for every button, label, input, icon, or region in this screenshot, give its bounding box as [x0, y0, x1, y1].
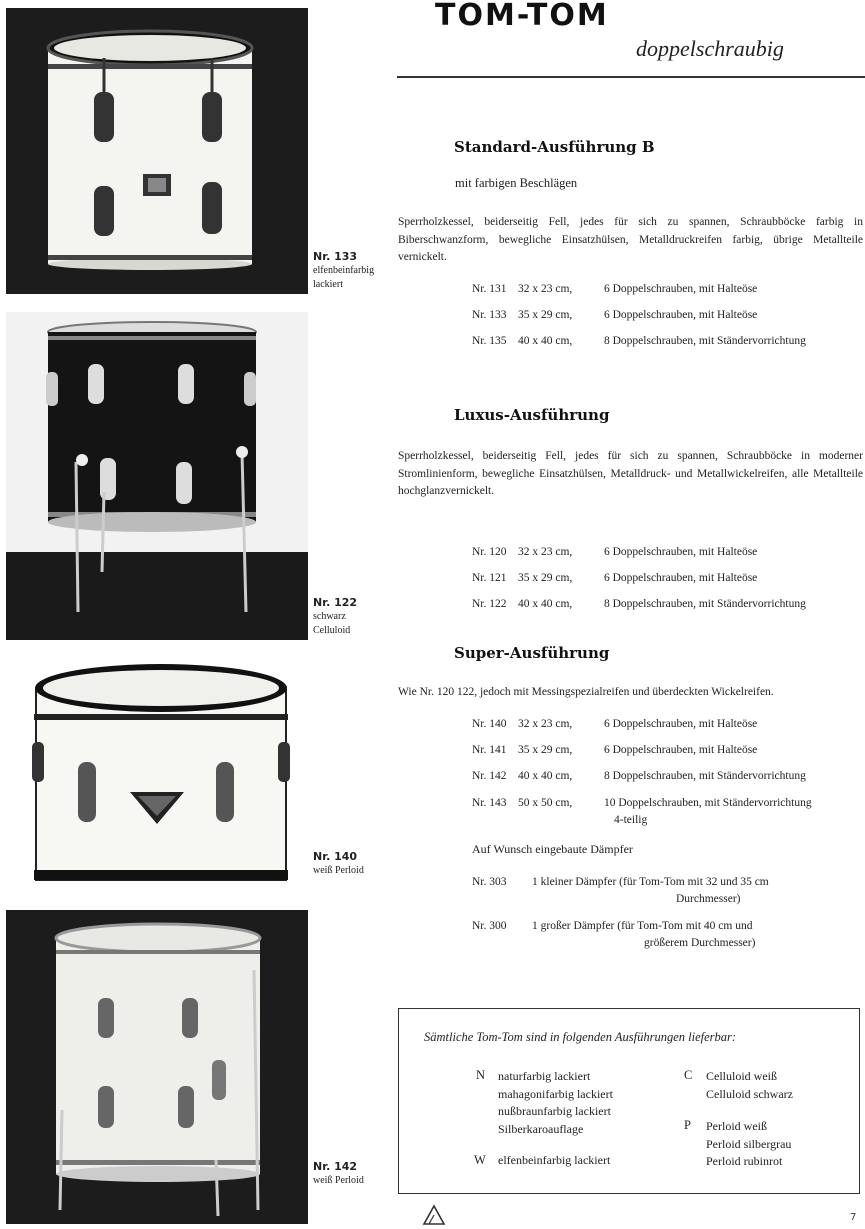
table-row: Nr. 131 32 x 23 cm, 6 Doppelschrauben, mit Halteöse — [472, 283, 758, 295]
finish-key-c: C — [684, 1068, 693, 1082]
finish-list-p: Perloid weiß Perloid silbergrau Perloid rubinrot — [706, 1119, 792, 1168]
drum-illustration — [6, 312, 308, 640]
section-subheading-standard: mit farbigen Beschlägen — [455, 176, 578, 190]
finishes-title: Sämtliche Tom-Tom sind in folgenden Ausführungen lieferbar: — [424, 1030, 737, 1044]
finish-list-c: Celluloid weiß Celluloid schwarz — [706, 1069, 793, 1101]
table-row: Nr. 143 50 x 50 cm, 10 Doppelschrauben, mit Ständervorrichtung 4-teilig — [472, 797, 812, 826]
caption-142: Nr. 142 weiß Perloid — [313, 1160, 364, 1186]
finish-key-n: N — [476, 1068, 486, 1082]
table-row: Nr. 303 1 kleiner Dämpfer (für Tom-Tom mit 32 und 35 cm Durchmesser) — [472, 876, 769, 905]
table-row: Nr. 122 40 x 40 cm, 8 Doppelschrauben, mit Ständervorrichtung — [472, 598, 806, 610]
finish-list-w: elfenbeinfarbig lackiert — [498, 1153, 611, 1167]
table-row: Nr. 121 35 x 29 cm, 6 Doppelschrauben, mit Halteöse — [472, 572, 758, 584]
description-standard: Sperrholzkessel, beiderseitig Fell, jedes für sich zu spannen, Schraubböcke farbig in Biberschwanzform, bewegliche Einsatzhülsen, Metalldruckreifen farbig, übrige Metallteile vernickelt. — [398, 216, 863, 263]
finish-list-n: naturfarbig lackiert mahagonifarbig lackiert nußbraunfarbig lackiert Silberkaroauflage — [498, 1069, 613, 1136]
drum-photo-140 — [6, 652, 308, 896]
drum-illustration — [6, 910, 308, 1224]
table-row: Nr. 133 35 x 29 cm, 6 Doppelschrauben, mit Halteöse — [472, 309, 758, 321]
table-row: Nr. 141 35 x 29 cm, 6 Doppelschrauben, mit Halteöse — [472, 744, 758, 756]
section-heading-super: Super-Ausführung — [454, 644, 610, 662]
drum-illustration — [6, 652, 308, 896]
finish-key-p: P — [684, 1118, 691, 1132]
caption-122: Nr. 122 schwarz Celluloid — [313, 596, 358, 636]
drum-illustration — [6, 8, 308, 294]
triangle-logo-icon — [422, 1204, 446, 1226]
section-heading-luxus: Luxus-Ausführung — [454, 406, 610, 424]
section-heading-standard: Standard-Ausführung B — [454, 138, 655, 156]
daempfer-intro: Auf Wunsch eingebaute Dämpfer — [472, 842, 633, 856]
table-row: Nr. 140 32 x 23 cm, 6 Doppelschrauben, mit Halteöse — [472, 718, 758, 730]
table-row: Nr. 120 32 x 23 cm, 6 Doppelschrauben, mit Halteöse — [472, 546, 758, 558]
page-number: 7 — [850, 1212, 857, 1223]
page-subtitle: doppelschraubig — [636, 36, 784, 61]
finish-key-w: W — [474, 1153, 486, 1167]
drum-photo-133 — [6, 8, 308, 294]
description-luxus: Sperrholzkessel, beiderseitig Fell, jedes für sich zu spannen, Schraubböcke in moderner Stromlinienform, bewegliche Einsatzhülsen, Metalldruck- und Metallwickelreifen, alle Metallteile hochglanzvernickelt. — [398, 450, 863, 497]
page-title: TOM-TOM — [435, 0, 609, 33]
description-super: Wie Nr. 120 122, jedoch mit Messingspezialreifen und überdeckten Wickelreifen. — [398, 686, 774, 698]
drum-photo-142 — [6, 910, 308, 1224]
header-rule — [397, 76, 865, 78]
table-row: Nr. 300 1 großer Dämpfer (für Tom-Tom mit 40 cm und größerem Durchmesser) — [472, 920, 756, 949]
caption-133: Nr. 133 elfenbeinfarbig lackiert — [313, 250, 375, 290]
drum-photo-122 — [6, 312, 308, 640]
caption-140: Nr. 140 weiß Perloid — [313, 850, 364, 876]
table-row: Nr. 142 40 x 40 cm, 8 Doppelschrauben, mit Ständervorrichtung — [472, 770, 806, 782]
table-row: Nr. 135 40 x 40 cm, 8 Doppelschrauben, mit Ständervorrichtung — [472, 335, 806, 347]
